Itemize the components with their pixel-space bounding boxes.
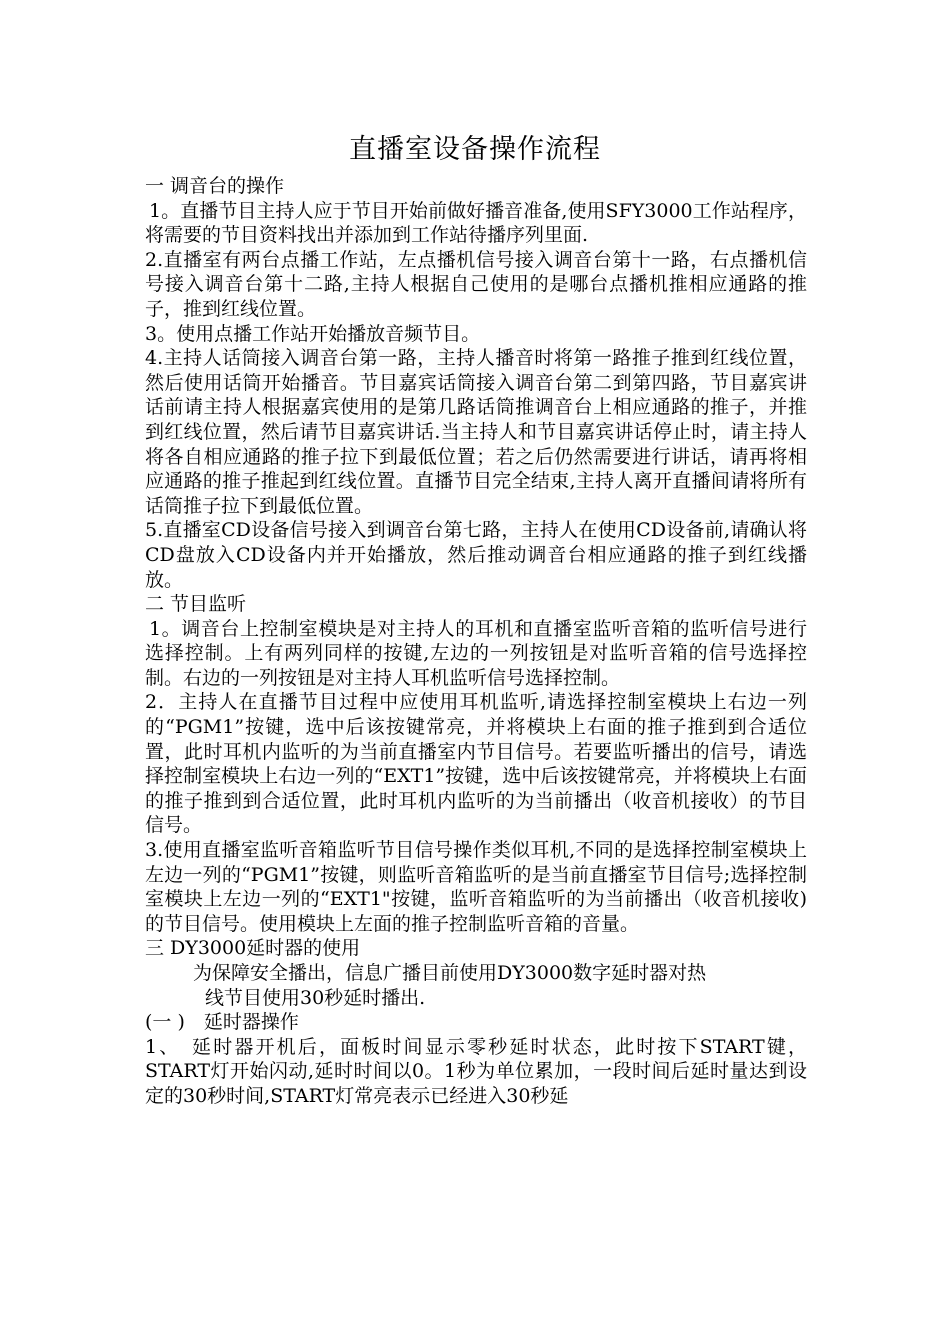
paragraph-delay-intro-line-1: 为保障安全播出，信息广播目前使用DY3000数字延时器对热 xyxy=(193,962,707,984)
section-heading-mixer: 一 调音台的操作 xyxy=(145,175,285,197)
paragraph-mixer-1: 1。直播节目主持人应于节目开始前做好播音准备,使用SFY3000工作站程序，将需要的节目资料找出并添加到工作站待播序列里面. xyxy=(145,199,807,247)
paragraph-delay-intro xyxy=(145,961,807,1010)
paragraph-mixer-5: 5.直播室CD设备信号接入到调音台第七路，主持人在使用CD设备前,请确认将CD盘放入CD设备内并开始播放，然后推动调音台相应通路的推子到红线播放。 xyxy=(145,519,807,591)
document-title: 直播室设备操作流程 xyxy=(349,134,601,165)
section-heading-delay: 三 DY3000延时器的使用 xyxy=(145,937,361,960)
paragraph-delay-intro-line-2: 线节目使用30秒延时播出. xyxy=(205,986,426,1009)
paragraph-delay-operation-1: 1、 延时器开机后，面板时间显示零秒延时状态，此时按下START键，START灯开始闪动,延时时间以0。1秒为单位累加，一段时间后延时量达到设定的30秒时间,START灯常亮表示已经进入30秒延 xyxy=(145,1035,807,1107)
subsection-heading-delay-operation: (一 ) 延时器操作 xyxy=(145,1011,299,1034)
section-heading-monitoring: 二 节目监听 xyxy=(145,593,247,616)
paragraph-mixer-2: 2.直播室有两台点播工作站，左点播机信号接入调音台第十一路，右点播机信号接入调音台第十二路,主持人根据自己使用的是哪台点播机推相应通路的推子，推到红线位置。 xyxy=(145,248,807,320)
paragraph-monitoring-1: 1。调音台上控制室模块是对主持人的耳机和直播室监听音箱的监听信号进行选择控制。上有两列同样的按键,左边的一列按钮是对监听音箱的信号选择控制。右边的一列按钮是对主持人耳机监听信号选择控制。 xyxy=(145,617,807,689)
paragraph-mixer-3: 3。使用点播工作站开始播放音频节目。 xyxy=(145,322,481,345)
document-body xyxy=(145,174,807,1109)
paragraph-mixer-4: 4.主持人话筒接入调音台第一路，主持人播音时将第一路推子推到红线位置，然后使用话筒开始播音。节目嘉宾话筒接入调音台第二到第四路，节目嘉宾讲话前请主持人根据嘉宾使用的是第几路话筒推调音台上相应通路的推子，并推到红线位置，然后请节目嘉宾讲话.当主持人和节目嘉宾讲话停止时，请主持人将各自相应通路的推子拉下到最低位置；若之后仍然需要进行讲话，请再将相应通路的推子推起到红线位置。直播节目完全结束,主持人离开直播间请将所有话筒推子拉下到最低位置。 xyxy=(145,347,807,517)
paragraph-monitoring-3: 3.使用直播室监听音箱监听节目信号操作类似耳机,不同的是选择控制室模块上左边一列的“PGM1”按键，则监听音箱监听的是当前直播室节目信号;选择控制室模块上左边一列的“EXT1"按键，监听音箱监听的为当前播出（收音机接收)的节目信号。使用模块上左面的推子控制监听音箱的音量。 xyxy=(145,839,807,935)
paragraph-monitoring-2: 2．主持人在直播节目过程中应使用耳机监听,请选择控制室模块上右边一列的“PGM1”按键，选中后该按键常亮，并将模块上右面的推子推到到合适位置，此时耳机内监听的为当前直播室内节目信号。若要监听播出的信号，请选择控制室模块上右边一列的“EXT1”按键，选中后该按键常亮，并将模块上右面的推子推到到合适位置，此时耳机内监听的为当前播出（收音机接收）的节目信号。 xyxy=(145,691,807,837)
